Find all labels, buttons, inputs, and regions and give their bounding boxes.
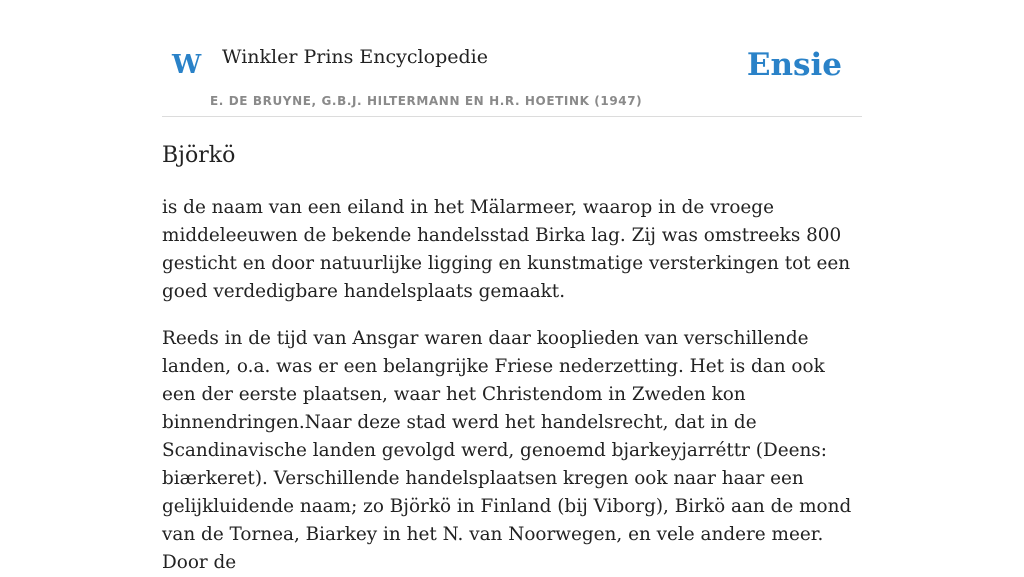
entry-title: Björkö <box>162 143 236 168</box>
winkler-prins-logo-icon[interactable]: W <box>172 50 202 80</box>
article-paragraph: Reeds in de tijd van Ansgar waren daar kooplieden van verschillende landen, o.a. was er een belangrijke Friese nederzetting. Het is dan ook een der eerste plaatsen, waar het Christendom in Zweden kon binnendringen.Naar deze stad werd het handelsrecht, dat in de Scandinavische landen gevolgd werd, genoemd bjarkeyjarréttr (Deens: biærkeret). Verschillende handelsplaatsen kregen ook naar haar een gelijkluidende naam; zo Björkö in Finland (bij Viborg), Birkö aan de mond van de Tornea, Biarkey in het N. van Noorwegen, en vele andere meer. Door de <box>162 328 852 574</box>
site-header <box>162 0 862 117</box>
site-title[interactable]: Winkler Prins Encyclopedie <box>222 46 488 68</box>
authors-line: E. DE BRUYNE, G.B.J. HILTERMANN EN H.R. HOETINK (1947) <box>210 94 643 108</box>
article-paragraph: is de naam van een eiland in het Mälarmeer, waarop in de vroege middeleeuwen de bekende handelsstad Birka lag. Zij was omstreeks 800 gesticht en door natuurlijke ligging en kunstmatige versterkingen tot een goed verdedigbare handelsplaats gemaakt. <box>162 197 851 303</box>
ensie-brand-logo[interactable]: Ensie <box>746 47 842 83</box>
page-container <box>162 0 862 577</box>
